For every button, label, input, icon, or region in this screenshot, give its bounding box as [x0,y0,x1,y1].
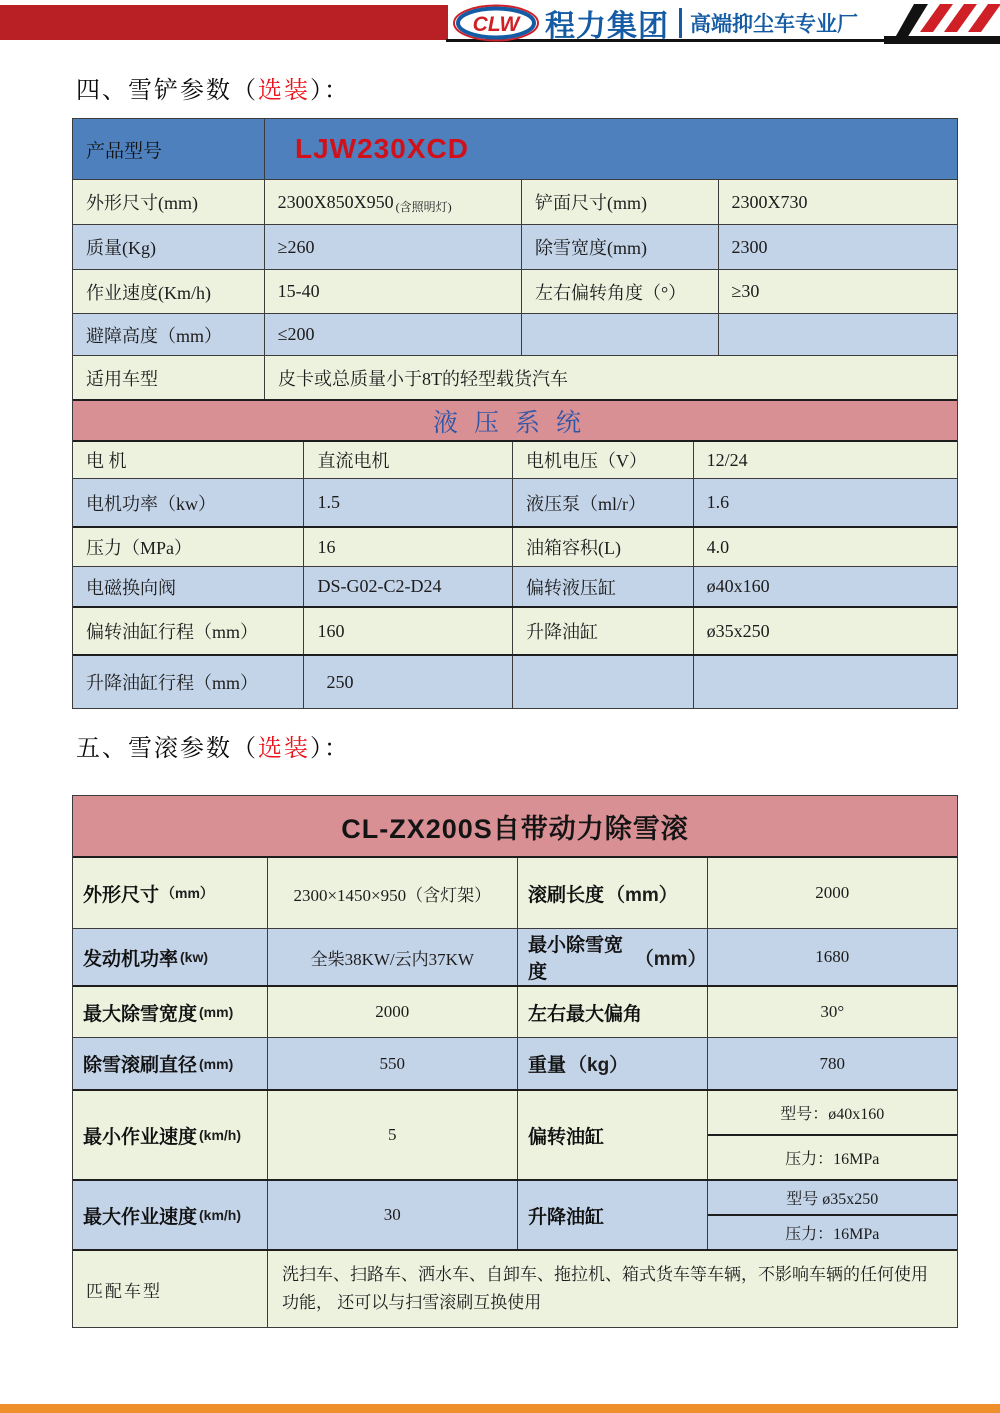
table-header-row [73,119,957,179]
roller-spec-table [72,795,958,1328]
logo-divider [679,8,682,38]
spec-label: 电机电压（V） [513,442,694,478]
spec-label: 液压泵（ml/r） [513,479,694,526]
spec-value: 2300 [731,236,768,257]
spec-subvalue-pressure: 压力：16MPa [785,1151,880,1168]
spec-value: ≥30 [731,281,760,301]
diagonal-stripes-icon [862,0,1000,46]
spec-value: 160 [304,608,513,654]
table-row [73,1037,957,1089]
table-row [73,928,957,985]
spec-label-text: 左右最大偏角 [528,1003,643,1025]
spec-value: 5 [268,1091,518,1179]
spec-value: 1680 [815,947,850,966]
spec-value: ø35x250 [706,620,770,641]
spec-label-unit: (kw) [180,949,209,965]
spec-label [73,929,268,985]
table-row [73,269,957,313]
spec-value: 全柴38KW/云内37KW [268,929,518,985]
spec-label: 电 机 [73,442,304,478]
section-5-title-optional: 选装 [258,736,310,762]
table-row [73,856,957,928]
spec-label-text: 最大除雪宽度 [83,1003,198,1025]
spec-label: 偏转油缸行程（mm） [73,608,304,654]
spec-label [518,1091,708,1179]
spec-value-group [708,1091,957,1179]
table-row [73,313,957,355]
spec-label-unit: (km/h) [199,1127,242,1143]
spec-label-text: 最小作业速度 [83,1126,198,1148]
header-red-bar [0,5,448,40]
spec-label-text: 滚刷长度 [528,884,605,906]
spec-label-unit: (mm) [199,1055,234,1072]
spec-value: 2000 [815,883,850,902]
spec-value: 250 [304,656,513,708]
vehicle-row [73,355,957,399]
spec-value: 550 [268,1038,518,1089]
section-4-title-post: ）： [310,78,350,104]
model-label: 产品型号 [73,119,265,179]
section-5-title-pre: 五、雪滚参数（ [76,736,258,762]
spec-value: 4.0 [706,536,730,557]
spec-value: 30 [268,1181,518,1249]
section-4-title-pre: 四、雪铲参数（ [76,78,258,104]
spec-value: DS-G02-C2-D24 [304,567,513,606]
hydraulic-system-band: 液压系统 [73,399,957,442]
footer-orange-bar [0,1404,1000,1413]
spec-value [719,314,957,355]
brand-tagline: 高端抑尘车专业厂 [690,13,858,36]
spec-label: 偏转液压缸 [513,567,694,606]
spec-label-unit: （kg） [568,1055,629,1076]
spec-value: 1.5 [304,479,513,526]
spec-label: 铲面尺寸(mm) [522,180,719,224]
spec-label: 左右偏转角度（°） [522,270,719,313]
section-4-title-optional: 选装 [258,78,310,104]
spec-label: 电机功率（kw） [73,479,304,526]
spec-value: ø40x160 [706,576,770,596]
spec-label-text: 最小除雪宽度 [528,935,624,983]
spec-label: 升降油缸行程（mm） [73,656,304,708]
model-value: LJW230XCD [295,133,469,164]
table-row [73,654,957,708]
spec-value: 15-40 [265,270,522,313]
spec-label [73,987,268,1037]
spec-label [518,1038,708,1089]
spec-label-text: 重量 [528,1055,567,1076]
section-4-title [76,70,350,105]
spec-label [73,1091,268,1179]
spec-label [513,656,694,708]
spec-label-unit: （mm） [634,948,707,970]
spec-label: 质量(Kg) [73,225,265,269]
spec-label [73,1038,268,1089]
spec-label: 电磁换向阀 [73,567,304,606]
table-row [73,526,957,566]
table-row [73,985,957,1037]
spec-label: 升降油缸 [513,608,694,654]
section-5-title-post: ）： [310,736,350,762]
spec-value: 2300×1450×950（含灯架） [268,858,518,928]
spec-label: 避障高度（mm） [73,314,265,355]
spec-label-text: 除雪滚刷直径 [83,1055,198,1076]
spec-value [265,180,522,224]
match-label: 匹配车型 [73,1251,268,1327]
spec-value: 30° [820,1002,845,1021]
shovel-spec-table [72,118,958,709]
spec-value-group [708,1181,957,1249]
spec-label: 压力（MPa） [73,528,304,566]
spec-label-unit: （mm） [606,884,678,906]
spec-label [73,858,268,928]
spec-subvalue-model: 型号：ø40x160 [708,1091,957,1136]
spec-value: 780 [819,1053,846,1073]
brand-name: 程力集团 [545,10,669,43]
spec-label: 作业速度(Km/h) [73,270,265,313]
vehicle-label: 适用车型 [73,356,265,399]
spec-label: 油箱容积(L) [513,528,694,566]
table-row [73,478,957,526]
clw-logo-icon [452,4,540,42]
spec-value: ≥260 [265,225,522,269]
spec-label [518,858,708,928]
spec-value: 2000 [268,987,518,1037]
spec-value: 直流电机 [304,442,513,478]
spec-label-text: 最大作业速度 [83,1206,198,1228]
table-row [73,442,957,478]
spec-value-note: (含照明灯) [395,200,452,214]
spec-value [694,656,957,708]
spec-label-text: 偏转油缸 [528,1126,605,1148]
spec-label [73,1181,268,1249]
spec-label [518,987,708,1037]
spec-label-unit: (mm) [199,1004,234,1020]
table-row [73,224,957,269]
spec-label [522,314,719,355]
spec-value-main: 2300X850X950 [277,191,394,212]
match-row [73,1249,957,1327]
table-row [73,1179,957,1249]
spec-value: 12/24 [706,449,748,470]
spec-subvalue-model: 型号 ø35x250 [708,1181,957,1216]
roller-table-title: CL-ZX200S自带动力除雪滚 [73,796,957,856]
spec-label-unit: (km/h) [199,1207,242,1223]
table-row [73,606,957,654]
spec-label: 除雪宽度(mm) [522,225,719,269]
vehicle-value: 皮卡或总质量小于8T的轻型载货汽车 [278,368,568,389]
section-5-title [76,728,350,763]
spec-subvalue-pressure: 压力：16MPa [785,1226,880,1243]
spec-value: 1.6 [706,492,730,512]
table-row [73,179,957,224]
spec-label [518,929,708,985]
table-row [73,566,957,606]
logo [452,3,1000,43]
spec-label-text: 外形尺寸 [83,884,160,906]
table-row [73,1089,957,1179]
spec-label [518,1181,708,1249]
spec-label-text: 升降油缸 [528,1206,605,1228]
spec-label: 外形尺寸(mm) [73,180,265,224]
match-value: 洗扫车、扫路车、洒水车、自卸车、拖拉机、箱式货车等车辆，不影响车辆的任何使用功能， 还可以与扫雪滚刷互换使用 [282,1265,928,1313]
spec-value: ≤200 [265,314,522,355]
spec-label-text: 发动机功率 [83,948,179,970]
clw-logo-text: CLW [472,13,520,36]
spec-label-unit: （mm） [161,885,214,901]
spec-value: 2300X730 [731,191,808,212]
spec-value: 16 [304,528,513,566]
